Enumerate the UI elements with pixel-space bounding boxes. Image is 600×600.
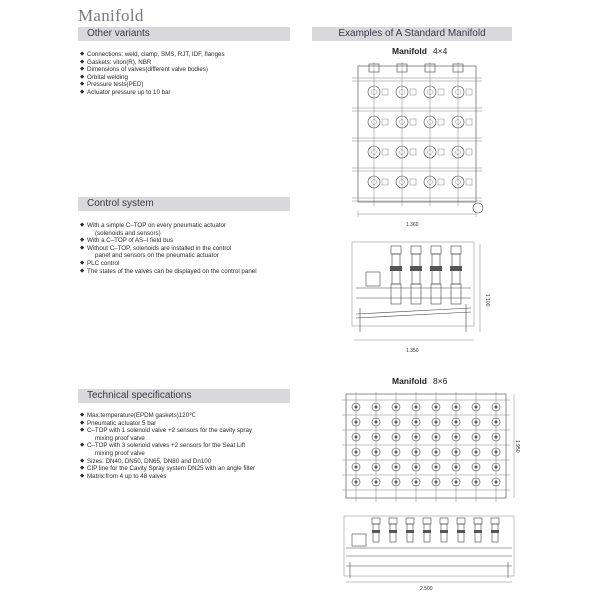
- other-variants-header: [78, 27, 290, 41]
- actuator-band: [450, 266, 462, 271]
- valve-body: [466, 89, 472, 95]
- valve-body: [438, 149, 444, 155]
- dimension-label: 1.950: [514, 440, 520, 453]
- actuator-band: [440, 530, 448, 533]
- valve-core: [435, 421, 438, 424]
- actuator-band: [372, 530, 380, 533]
- actuator-top: [423, 518, 431, 524]
- manifold-8x6-top-view: [338, 388, 528, 510]
- valve-core: [475, 421, 478, 424]
- valve-body: [382, 89, 388, 95]
- manifold-4x4-top-view: [348, 58, 490, 234]
- page-title: Manifold: [78, 6, 144, 25]
- dimension-label: 2.500: [420, 586, 433, 592]
- valve-core: [475, 436, 478, 439]
- valve-core: [355, 421, 358, 424]
- dimension-label: 1.350: [406, 348, 419, 354]
- examples-header: [312, 27, 512, 41]
- dimension-label: 1.100: [484, 294, 490, 307]
- valve-core: [415, 466, 418, 469]
- valve-core: [475, 466, 478, 469]
- actuator-top: [431, 246, 441, 254]
- valve-core: [395, 421, 398, 424]
- technical-specifications-heading: Technical specifications: [87, 390, 192, 401]
- valve-core: [475, 451, 478, 454]
- valve-core: [475, 481, 478, 484]
- valve-core: [355, 406, 358, 409]
- control-box: [366, 272, 380, 286]
- actuator-band: [406, 530, 414, 533]
- valve-body: [382, 119, 388, 125]
- control-system-heading: Control system: [87, 198, 154, 209]
- list-item: ◆ Gaskets: viton(R), NBR: [80, 59, 295, 67]
- list-item: ◆ Connections: weld, clamp, SMS, RJT, IDF, flanges: [80, 51, 295, 59]
- list-item: ◆ Pressure tests(PED): [80, 81, 295, 89]
- actuator-top: [474, 518, 482, 524]
- actuator-top: [491, 518, 499, 524]
- dimension-label: 1.360: [406, 222, 419, 228]
- valve-body: [411, 284, 421, 304]
- valve-core: [495, 451, 498, 454]
- valve-core: [435, 466, 438, 469]
- list-item: ◆ PLC control: [80, 260, 295, 268]
- actuator-top: [389, 518, 397, 524]
- valve-core: [495, 466, 498, 469]
- valve-body: [410, 89, 416, 95]
- valve-body: [438, 179, 444, 185]
- actuator-band: [410, 266, 422, 271]
- frame: [344, 516, 514, 576]
- valve-body: [451, 284, 461, 304]
- outlet: [473, 203, 483, 213]
- valve-body: [382, 149, 388, 155]
- valve-core: [375, 466, 378, 469]
- valve-body: [466, 179, 472, 185]
- valve-core: [455, 451, 458, 454]
- list-item: ◆ CIP line for the Cavity Spray system DN25 with an angle filter: [80, 465, 295, 473]
- valve-core: [455, 481, 458, 484]
- technical-specifications-list: [80, 412, 295, 480]
- actuator-top: [372, 518, 380, 524]
- valve-core: [495, 481, 498, 484]
- valve-core: [375, 421, 378, 424]
- valve-core: [395, 466, 398, 469]
- list-item: ◆ Matrix:from 4 up to 48 valves: [80, 473, 295, 481]
- actuator-band: [430, 266, 442, 271]
- other-variants-list: [80, 51, 295, 97]
- valve-core: [375, 406, 378, 409]
- valve-core: [455, 421, 458, 424]
- list-item: ◆ C–TOP with 3 solenoid valves +2 sensors for the Seat Lift mixing proof valve: [80, 442, 295, 457]
- control-system-header: [78, 197, 290, 211]
- control-box: [352, 534, 366, 546]
- valve-body: [466, 149, 472, 155]
- technical-specifications-header: [78, 389, 290, 403]
- list-item: ◆ With a simple C–TOP on every pneumatic actuator (solenoids and sensors): [80, 222, 295, 237]
- valve-core: [495, 421, 498, 424]
- actuator-top: [457, 518, 465, 524]
- valve-core: [455, 436, 458, 439]
- valve-core: [415, 436, 418, 439]
- actuator-top: [406, 518, 414, 524]
- manifold-4x4-title: Manifold 4×4: [392, 46, 448, 56]
- valve-core: [435, 451, 438, 454]
- valve-core: [435, 436, 438, 439]
- list-item: ◆ Sizes: DN40, DN50, DN65, DN80 and Dn100: [80, 458, 295, 466]
- list-item: ◆ Orbital welding: [80, 74, 295, 82]
- actuator-band: [474, 530, 482, 533]
- valve-body: [466, 119, 472, 125]
- valve-core: [375, 451, 378, 454]
- valve-core: [395, 406, 398, 409]
- valve-core: [355, 466, 358, 469]
- valve-core: [495, 406, 498, 409]
- valve-body: [410, 149, 416, 155]
- valve-core: [395, 436, 398, 439]
- list-item: ◆ Dimensions of valves(different valve bodies): [80, 66, 295, 74]
- valve-core: [375, 481, 378, 484]
- valve-body: [410, 119, 416, 125]
- valve-body: [391, 284, 401, 304]
- actuator-band: [457, 530, 465, 533]
- other-variants-heading: Other variants: [87, 28, 150, 39]
- actuator-top: [451, 246, 461, 254]
- valve-core: [495, 436, 498, 439]
- valve-core: [415, 406, 418, 409]
- valve-core: [435, 481, 438, 484]
- examples-heading: Examples of A Standard Manifold: [338, 28, 486, 39]
- valve-core: [415, 481, 418, 484]
- control-system-list: [80, 222, 295, 275]
- valve-core: [455, 406, 458, 409]
- valve-body: [410, 179, 416, 185]
- manifold-8x6-title: Manifold 8×6: [392, 376, 448, 386]
- valve-core: [395, 481, 398, 484]
- actuator-top: [391, 246, 401, 254]
- valve-core: [455, 466, 458, 469]
- actuator-band: [491, 530, 499, 533]
- frame: [346, 394, 506, 498]
- valve-core: [475, 406, 478, 409]
- valve-core: [395, 451, 398, 454]
- valve-core: [355, 481, 358, 484]
- list-item: ◆ Without C–TOP, solenoids are installed in the control panel and sensors on the pneumatic actuator: [80, 245, 295, 260]
- valve-core: [415, 421, 418, 424]
- valve-core: [355, 436, 358, 439]
- actuator-band: [423, 530, 431, 533]
- valve-core: [355, 451, 358, 454]
- actuator-top: [411, 246, 421, 254]
- valve-core: [375, 436, 378, 439]
- actuator-top: [440, 518, 448, 524]
- actuator-band: [390, 266, 402, 271]
- manifold-4x4-side-view: [346, 236, 496, 356]
- list-item: ◆ Actuator pressure up to 10 bar: [80, 89, 295, 97]
- list-item: ◆ Pneumatic actuator 5 bar: [80, 420, 295, 428]
- list-item: ◆ With a C–TOP of AS–I field bus: [80, 237, 295, 245]
- list-item: ◆ C–TOP with 1 solenoid valve +2 sensors for the cavity spray mixing proof valve: [80, 427, 295, 442]
- valve-body: [431, 284, 441, 304]
- valve-body: [382, 179, 388, 185]
- valve-body: [438, 89, 444, 95]
- valve-body: [438, 119, 444, 125]
- valve-core: [435, 406, 438, 409]
- actuator-band: [389, 530, 397, 533]
- list-item: ◆ Max.temperature(EPDM gaskets)120℃: [80, 412, 295, 420]
- valve-core: [415, 451, 418, 454]
- manifold-8x6-side-view: [340, 512, 524, 594]
- list-item: ◆ The states of the valves can be displayed on the control panel: [80, 268, 295, 276]
